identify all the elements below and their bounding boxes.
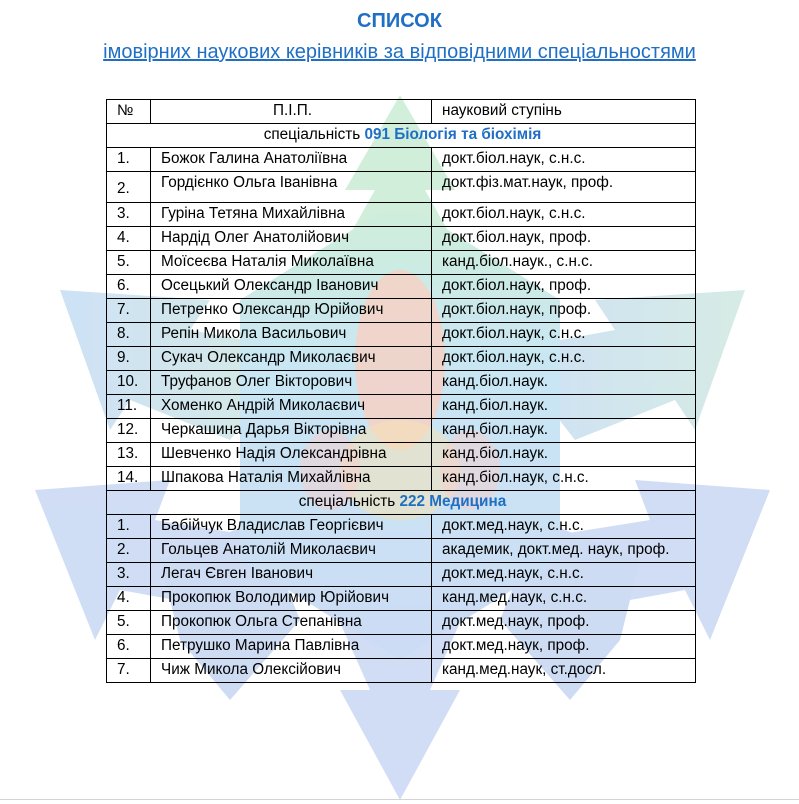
row-degree: канд.біол.наук. bbox=[432, 371, 696, 395]
table-row bbox=[107, 467, 696, 491]
table-row bbox=[107, 172, 696, 203]
table-row bbox=[107, 323, 696, 347]
row-degree: канд.біол.наук, с.н.с. bbox=[432, 467, 696, 491]
row-degree: докт.мед.наук, с.н.с. bbox=[432, 563, 696, 587]
row-number: 8. bbox=[107, 323, 151, 347]
table-row bbox=[107, 148, 696, 172]
row-number: 10. bbox=[107, 371, 151, 395]
row-number: 3. bbox=[107, 203, 151, 227]
row-degree: докт.біол.наук, с.н.с. bbox=[432, 347, 696, 371]
row-name: Сукач Олександр Миколаєвич bbox=[151, 347, 432, 371]
row-name: Гольцев Анатолій Миколаєвич bbox=[151, 539, 432, 563]
row-degree: канд.біол.наук. bbox=[432, 395, 696, 419]
table-row bbox=[107, 539, 696, 563]
specialty-row bbox=[107, 491, 696, 515]
specialty-code: 091 Біологія та біохімія bbox=[364, 126, 542, 143]
row-degree: докт.мед.наук, проф. bbox=[432, 611, 696, 635]
row-name: Шевченко Надія Олександрівна bbox=[151, 443, 432, 467]
row-number: 9. bbox=[107, 347, 151, 371]
table-row bbox=[107, 635, 696, 659]
table-row bbox=[107, 443, 696, 467]
row-number: 4. bbox=[107, 227, 151, 251]
document-subtitle: імовірних наукових керівників за відповідними спеціальностями bbox=[103, 41, 696, 63]
specialty-heading bbox=[107, 124, 696, 148]
table-row bbox=[107, 515, 696, 539]
row-degree: докт.мед.наук, проф. bbox=[432, 635, 696, 659]
row-number: 2. bbox=[107, 172, 151, 203]
row-name: Труфанов Олег Вікторович bbox=[151, 371, 432, 395]
row-number: 12. bbox=[107, 419, 151, 443]
table-row bbox=[107, 611, 696, 635]
row-degree: канд.мед.наук, ст.досл. bbox=[432, 659, 696, 683]
table-row bbox=[107, 419, 696, 443]
row-name: Гуріна Тетяна Михайлівна bbox=[151, 203, 432, 227]
table-row bbox=[107, 659, 696, 683]
row-number: 6. bbox=[107, 275, 151, 299]
row-degree: докт.біол.наук, с.н.с. bbox=[432, 203, 696, 227]
row-number: 7. bbox=[107, 299, 151, 323]
row-name: Моїсеєва Наталія Миколаївна bbox=[151, 251, 432, 275]
table-row bbox=[107, 347, 696, 371]
row-degree: докт.біол.наук, с.н.с. bbox=[432, 323, 696, 347]
row-number: 2. bbox=[107, 539, 151, 563]
row-number: 5. bbox=[107, 251, 151, 275]
row-number: 7. bbox=[107, 659, 151, 683]
table-row bbox=[107, 371, 696, 395]
row-number: 13. bbox=[107, 443, 151, 467]
table-header-row bbox=[107, 100, 696, 124]
row-name: Бабійчук Владислав Георгієвич bbox=[151, 515, 432, 539]
row-number: 11. bbox=[107, 395, 151, 419]
row-name: Черкашина Дарья Вікторівна bbox=[151, 419, 432, 443]
header-number: № bbox=[107, 100, 151, 124]
row-number: 6. bbox=[107, 635, 151, 659]
table-row bbox=[107, 587, 696, 611]
specialty-code: 222 Медицина bbox=[399, 493, 507, 510]
row-name: Шпакова Наталія Михайлівна bbox=[151, 467, 432, 491]
document-title: СПИСОК bbox=[357, 10, 442, 32]
specialty-heading bbox=[107, 491, 696, 515]
table-row bbox=[107, 275, 696, 299]
row-name: Прокопюк Ольга Степанівна bbox=[151, 611, 432, 635]
row-degree: докт.біол.наук, проф. bbox=[432, 299, 696, 323]
specialty-row bbox=[107, 124, 696, 148]
table-row bbox=[107, 203, 696, 227]
row-number: 1. bbox=[107, 148, 151, 172]
row-name: Чиж Микола Олексійович bbox=[151, 659, 432, 683]
row-number: 1. bbox=[107, 515, 151, 539]
header-name: П.І.П. bbox=[151, 100, 432, 124]
row-name: Божок Галина Анатоліївна bbox=[151, 148, 432, 172]
table-row bbox=[107, 563, 696, 587]
row-name: Нардід Олег Анатолійович bbox=[151, 227, 432, 251]
specialty-prefix: спеціальність bbox=[263, 126, 361, 143]
row-name: Прокопюк Володимир Юрійович bbox=[151, 587, 432, 611]
row-number: 3. bbox=[107, 563, 151, 587]
row-degree: канд.біол.наук. bbox=[432, 419, 696, 443]
row-name: Гордієнко Ольга Іванівна bbox=[151, 172, 432, 203]
table-row bbox=[107, 299, 696, 323]
row-number: 5. bbox=[107, 611, 151, 635]
page-bottom-divider bbox=[0, 799, 799, 800]
table-row bbox=[107, 251, 696, 275]
row-name: Осецький Олександр Іванович bbox=[151, 275, 432, 299]
row-name: Репін Микола Васильович bbox=[151, 323, 432, 347]
row-degree: докт.мед.наук, с.н.с. bbox=[432, 515, 696, 539]
row-name: Легач Євген Іванович bbox=[151, 563, 432, 587]
row-degree: докт.фіз.мат.наук, проф. bbox=[432, 172, 696, 203]
specialty-prefix: спеціальність bbox=[298, 493, 396, 510]
row-number: 4. bbox=[107, 587, 151, 611]
row-name: Петрушко Марина Павлівна bbox=[151, 635, 432, 659]
row-degree: академик, докт.мед. наук, проф. bbox=[432, 539, 696, 563]
supervisors-table bbox=[106, 99, 696, 683]
row-degree: канд.мед.наук, с.н.с. bbox=[432, 587, 696, 611]
row-name: Петренко Олександр Юрійович bbox=[151, 299, 432, 323]
row-degree: канд.біол.наук., с.н.с. bbox=[432, 251, 696, 275]
table-row bbox=[107, 227, 696, 251]
row-degree: докт.біол.наук, с.н.с. bbox=[432, 148, 696, 172]
header-degree: науковий ступінь bbox=[432, 100, 696, 124]
row-number: 14. bbox=[107, 467, 151, 491]
row-degree: докт.біол.наук, проф. bbox=[432, 275, 696, 299]
row-degree: докт.біол.наук, проф. bbox=[432, 227, 696, 251]
row-degree: канд.біол.наук. bbox=[432, 443, 696, 467]
row-name: Хоменко Андрій Миколаєвич bbox=[151, 395, 432, 419]
table-row bbox=[107, 395, 696, 419]
